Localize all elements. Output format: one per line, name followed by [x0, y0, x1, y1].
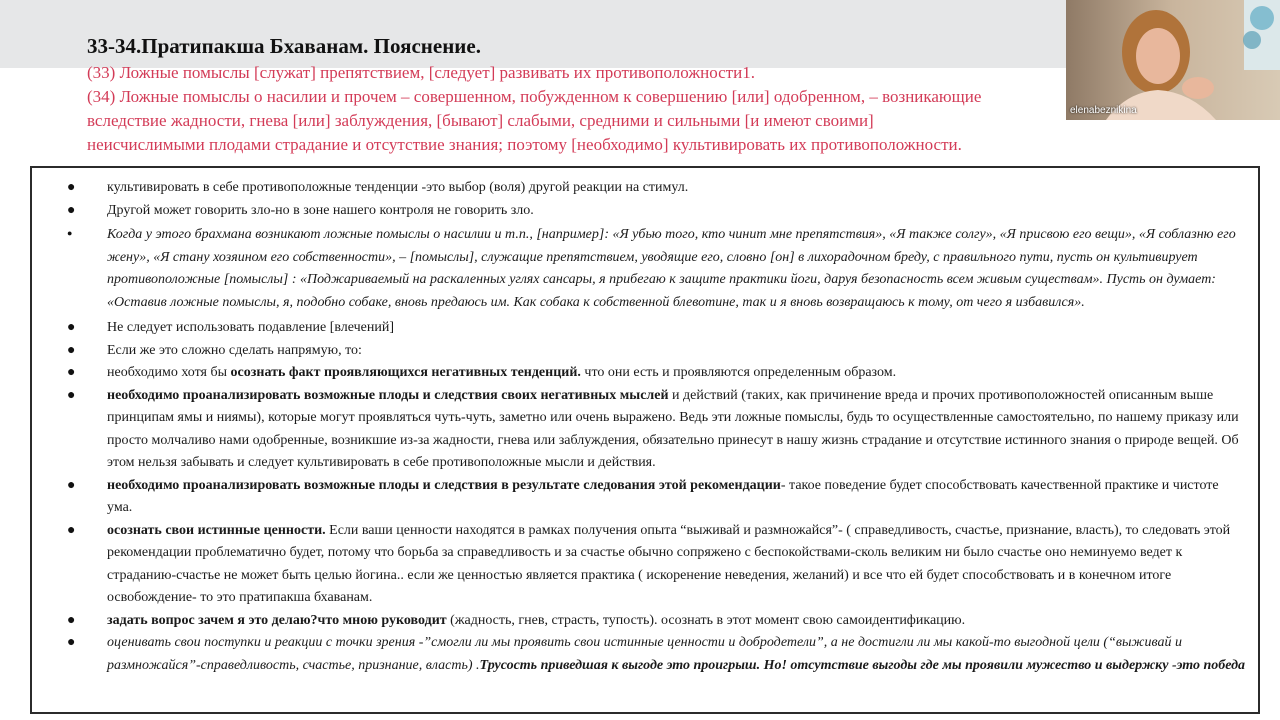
note-item: ● Другой может говорить зло-но в зоне нашего контроля не говорить зло.	[32, 200, 1246, 223]
bullet-icon: ●	[67, 522, 76, 538]
note-item: ● задать вопрос зачем я это делаю?что мною руководит (жадность, гнев, страсть, тупость). осознать в этот момент свою самоидентификацию.	[32, 610, 1246, 633]
note-item: ● культивировать в себе противоположные тенденции -это выбор (воля) другой реакции на стимул.	[32, 177, 1246, 200]
bullet-icon: ●	[67, 477, 76, 493]
note-item: ● осознать свои истинные ценности. Если ваши ценности находятся в рамках получения опыта “выживай и размножайся”- ( справедливость, счастье, признание, власть), то следовать этой рекомендации проблематично будет, потому что борьба за справедливость и за счастье обычно сопряжено с беспокойствами-сколь великим ни было счастье оно неминуемо ведет к страданию-счастье не может быть целью йогина.. если же ценностью является практика ( искоренение неведения, желаний) и все что ей будет способствовать и в конечном итоге освобождение- то это пратипакша бхаванам.	[32, 520, 1246, 610]
bullet-icon: ●	[67, 320, 76, 335]
note-item: ● оценивать свои поступки и реакции с точки зрения -”смогли ли мы проявить свои истинные ценности и добродетели”, а не достигли ли мы какой-то выгодной цели (“выживай и размножайся”-справедливость, счастье, признание, власть) .Трусость приведшая к выгоде это проигрыш. Но! отсутствие выгоды где мы проявили мужество и выдержку -это победа	[32, 632, 1246, 677]
bullet-icon: ●	[67, 635, 76, 650]
webcam-video-tile[interactable]	[1066, 0, 1280, 120]
bullet-icon: ●	[67, 342, 76, 358]
note-item: ● необходимо проанализировать возможные плоды и следствия в результате следования этой рекомендации- такое поведение будет способствовать качественной практике и чистоте ума.	[32, 475, 1246, 520]
note-item: ● Не следует использовать подавление [влечений]	[32, 317, 1246, 340]
bullet-icon: ●	[67, 365, 76, 380]
note-item: ● Если же это сложно сделать напрямую, то:	[32, 340, 1246, 363]
note-item-quote: ● Когда у этого брахмана возникают ложные помыслы о насилии и т.п., [например]: «Я убью того, кто чинит мне препятствия», «Я также солгу», «Я присвою его вещи», «Я соблазню его жену», «Я стану хозяином его собственности», – [помыслы], служащие препятствием, уводящие его, словно [он] в лихорадочном бреду, с правильного пути, пусть он культивирует противоположные [помыслы] : «Поджариваемый на раскаленных углях сансары, я прибегаю к защите практики йоги, даруя безопасность всем живым существам». Пусть он думает: «Оставив ложные помыслы, я, подобно собаке, вновь предаюсь им. Как собака к собственной блевотине, так и я вновь возвращаюсь к тому, от чего я избавился».	[32, 222, 1246, 317]
sutra-line-34b: вследствие жадности, гнева [или] заблуждения, [бывают] слабыми, средними и сильными [и имеют своими]	[87, 111, 874, 130]
sutra-line-33: (33) Ложные помыслы [служат] препятствием, [следует] развивать их противоположности1.	[87, 63, 755, 82]
webcam-person-image	[1066, 0, 1280, 120]
bullet-icon: ●	[67, 228, 73, 238]
note-item: ● необходимо проанализировать возможные плоды и следствия своих негативных мыслей и действий (таких, как причинение вреда и прочих противоположностей описанным выше принципам ямы и ниямы), которые могут проявляться чуть-чуть, заметно или очень выражено. Ведь эти ложные помыслы, будь то осуществленные самостоятельно, по нашему приказу или просто молчаливо нами одобренные, возникшие из-за жадности, гнева или заблуждения, обязательно принесут в нашу жизнь страдание и отсутствие истинного знания о природе вещей. Об этом нельзя забывать и следует культивировать в себе противоположные мысли и действия.	[32, 385, 1246, 475]
bullet-icon: ●	[67, 612, 76, 628]
notes-box	[30, 166, 1260, 714]
sutra-line-34c: неисчислимыми плодами страдание и отсутствие знания; поэтому [необходимо] культивировать их противоположности.	[87, 135, 962, 154]
bullet-icon: ●	[67, 387, 76, 403]
sutra-line-34a: (34) Ложные помыслы о насилии и прочем – совершенном, побужденном к совершению [или] одобренном, – возникающие	[87, 87, 982, 106]
bullet-icon: ●	[67, 180, 76, 195]
webcam-participant-name: elenabeznikina	[1070, 105, 1137, 116]
note-item: ● необходимо хотя бы осознать факт проявляющихся негативных тенденций. что они есть и проявляются определенным образом.	[32, 362, 1246, 385]
slide-title: 33-34.Пратипакша Бхаванам. Пояснение.	[87, 34, 481, 58]
bullet-icon: ●	[67, 202, 76, 218]
